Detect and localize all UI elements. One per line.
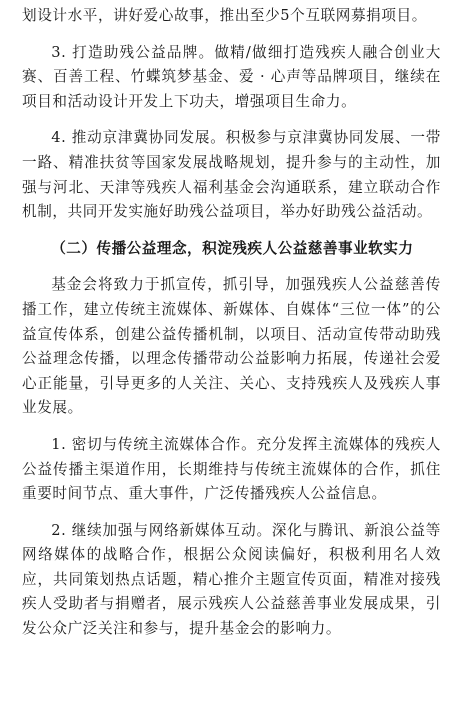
- paragraph-publicity: 基金会将致力于抓宣传，抓引导，加强残疾人公益慈善传播工作，建立传统主流媒体、新媒体、自媒体“三位一体”的公益宣传体系，创建公益传播机制，以项目、活动宣传带动助残公益理念传播，以理念传播带动公益影响力拓展，传递社会爱心正能量，引导更多的人关注、关心、支持残疾人及残疾人事业发展。: [22, 276, 441, 417]
- paragraph-new-media: 2. 继续加强与网络新媒体互动。深化与腾讯、新浪公益等网络媒体的战略合作，根据公众阅读偏好，积极利用名人效应，共同策划热点话题，精心推介主题宣传页面，精准对接残疾人受助者与捐赠者，展示残疾人公益慈善事业发展成果，引发公众广泛关注和参与，提升基金会的影响力。: [22, 521, 441, 638]
- paragraph-jingjinji: 4. 推动京津冀协同发展。积极参与京津冀协同发展、一带一路、精准扶贫等国家发展战略规划，提升参与的主动性，加强与河北、天津等残疾人福利基金会沟通联系，建立联动合作机制，共同开发实施好助残公益项目，举办好助残公益活动。: [22, 129, 441, 221]
- paragraph-traditional-media: 1. 密切与传统主流媒体合作。充分发挥主流媒体的残疾人公益传播主渠道作用，长期维持与传统主流媒体的合作，抓住重要时间节点、重大事件，广泛传播残疾人公益信息。: [22, 435, 441, 503]
- paragraph-continuation: 划设计水平，讲好爱心故事，推出至少5个互联网募捐项目。: [22, 7, 427, 24]
- paragraph-brand-building: 3. 打造助残公益品牌。做精/做细打造残疾人融合创业大赛、百善工程、竹蝶筑梦基金、爱 · 心声等品牌项目，继续在项目和活动设计开发上下功夫，增强项目生命力。: [22, 43, 441, 110]
- section-heading: （二）传播公益理念，积淀残疾人公益慈善事业软实力: [51, 239, 414, 257]
